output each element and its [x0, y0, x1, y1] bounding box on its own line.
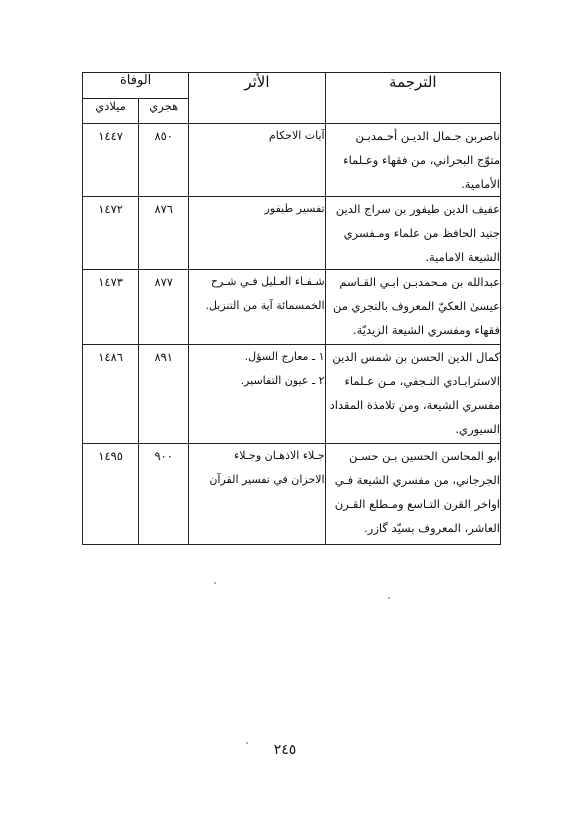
page-number: ٢٤٥ — [273, 742, 297, 758]
biography-cell — [325, 197, 500, 270]
biography-line: الأمامية. — [461, 177, 500, 191]
work-cell — [189, 197, 325, 270]
biography-table — [82, 72, 501, 545]
biography-line: جنيد الحافظ من علماء ومـفسري — [343, 226, 500, 240]
work-line: ١ ـ معارج السؤل. — [244, 350, 325, 363]
table-row — [83, 444, 501, 545]
biography-line: العاشر، المعروف بسيّد گازر. — [364, 521, 500, 535]
table-row — [83, 197, 501, 270]
header-biography: الترجمة — [325, 73, 500, 124]
table-row — [83, 124, 501, 197]
biography-line: متوّج البحراني، من فقهاء وعـلماء — [343, 153, 500, 167]
header-death: الوفاة — [83, 73, 189, 99]
biography-line: الاسترابـادي النـجفي، مـن عـلماء — [344, 374, 500, 388]
biography-line: عفيف الدين طيفور بن سراج الدين — [335, 202, 500, 216]
biography-line: عيسىٰ العكيّ المعروف بالنجري من — [332, 299, 500, 313]
table-row — [83, 345, 501, 444]
work-line: جـلاء الاذهـان وجـلاء — [234, 449, 325, 462]
work-line: ٢ ـ عيون التفاسير. — [240, 374, 325, 387]
scan-speck — [246, 742, 248, 744]
biography-line: ناصربن جـمال الديـن أحـمدبـن — [355, 129, 500, 143]
biography-line: اواخر القرن التـاسع ومـطلع القـرن — [334, 497, 500, 511]
header-work: الأثر — [189, 73, 325, 124]
biography-line: الشيعة الامامية. — [425, 250, 500, 264]
biography-cell — [325, 345, 500, 444]
gregorian-cell: ١٤٨٦ — [83, 345, 139, 444]
work-line: الاحزان في تفسير القرآن — [209, 473, 325, 486]
gregorian-cell: ١٤٧٢ — [83, 197, 139, 270]
hijri-cell: ٨٥٠ — [139, 124, 189, 197]
header-gregorian: ميلادي — [83, 98, 139, 124]
biography-line: مفسري الشيعة، ومن تلامذة المقداد — [329, 398, 500, 412]
biography-cell — [325, 124, 500, 197]
work-cell — [189, 345, 325, 444]
biography-line: ابو المحاسن الحسين بـن حسـن — [348, 449, 500, 463]
biography-line: كمال الدين الحسن بن شمس الدين — [332, 350, 500, 364]
work-cell — [189, 124, 325, 197]
biography-cell — [325, 270, 500, 345]
work-line: الخمسمائة آية من التنزيل. — [205, 299, 325, 312]
work-cell — [189, 444, 325, 545]
hijri-cell: ٨٩١ — [139, 345, 189, 444]
scan-speck — [388, 597, 390, 599]
gregorian-cell: ١٤٤٧ — [83, 124, 139, 197]
header-hijri: هجري — [139, 98, 189, 124]
biography-cell — [325, 444, 500, 545]
hijri-cell: ٨٧٧ — [139, 270, 189, 345]
gregorian-cell: ١٤٩٥ — [83, 444, 139, 545]
gregorian-cell: ١٤٧٣ — [83, 270, 139, 345]
hijri-cell: ٨٧٦ — [139, 197, 189, 270]
work-cell — [189, 270, 325, 345]
scan-speck — [214, 582, 216, 584]
biography-line: عبدالله بن مـحمدبـن ابـي القـاسم — [339, 275, 500, 289]
biography-line: السيوري. — [455, 422, 500, 436]
biography-line: فقهاء ومفسري الشيعة الزيديّة. — [352, 323, 500, 337]
work-line: آيات الاحكام — [268, 129, 325, 142]
hijri-cell: ٩٠٠ — [139, 444, 189, 545]
work-line: شـفـاء العـليل فـي شـرح — [210, 275, 325, 288]
table-row — [83, 270, 501, 345]
biography-line: الجرجاني، من مفسري الشيعة فـي — [334, 473, 500, 487]
work-line: تفسير طيفور — [264, 202, 325, 215]
